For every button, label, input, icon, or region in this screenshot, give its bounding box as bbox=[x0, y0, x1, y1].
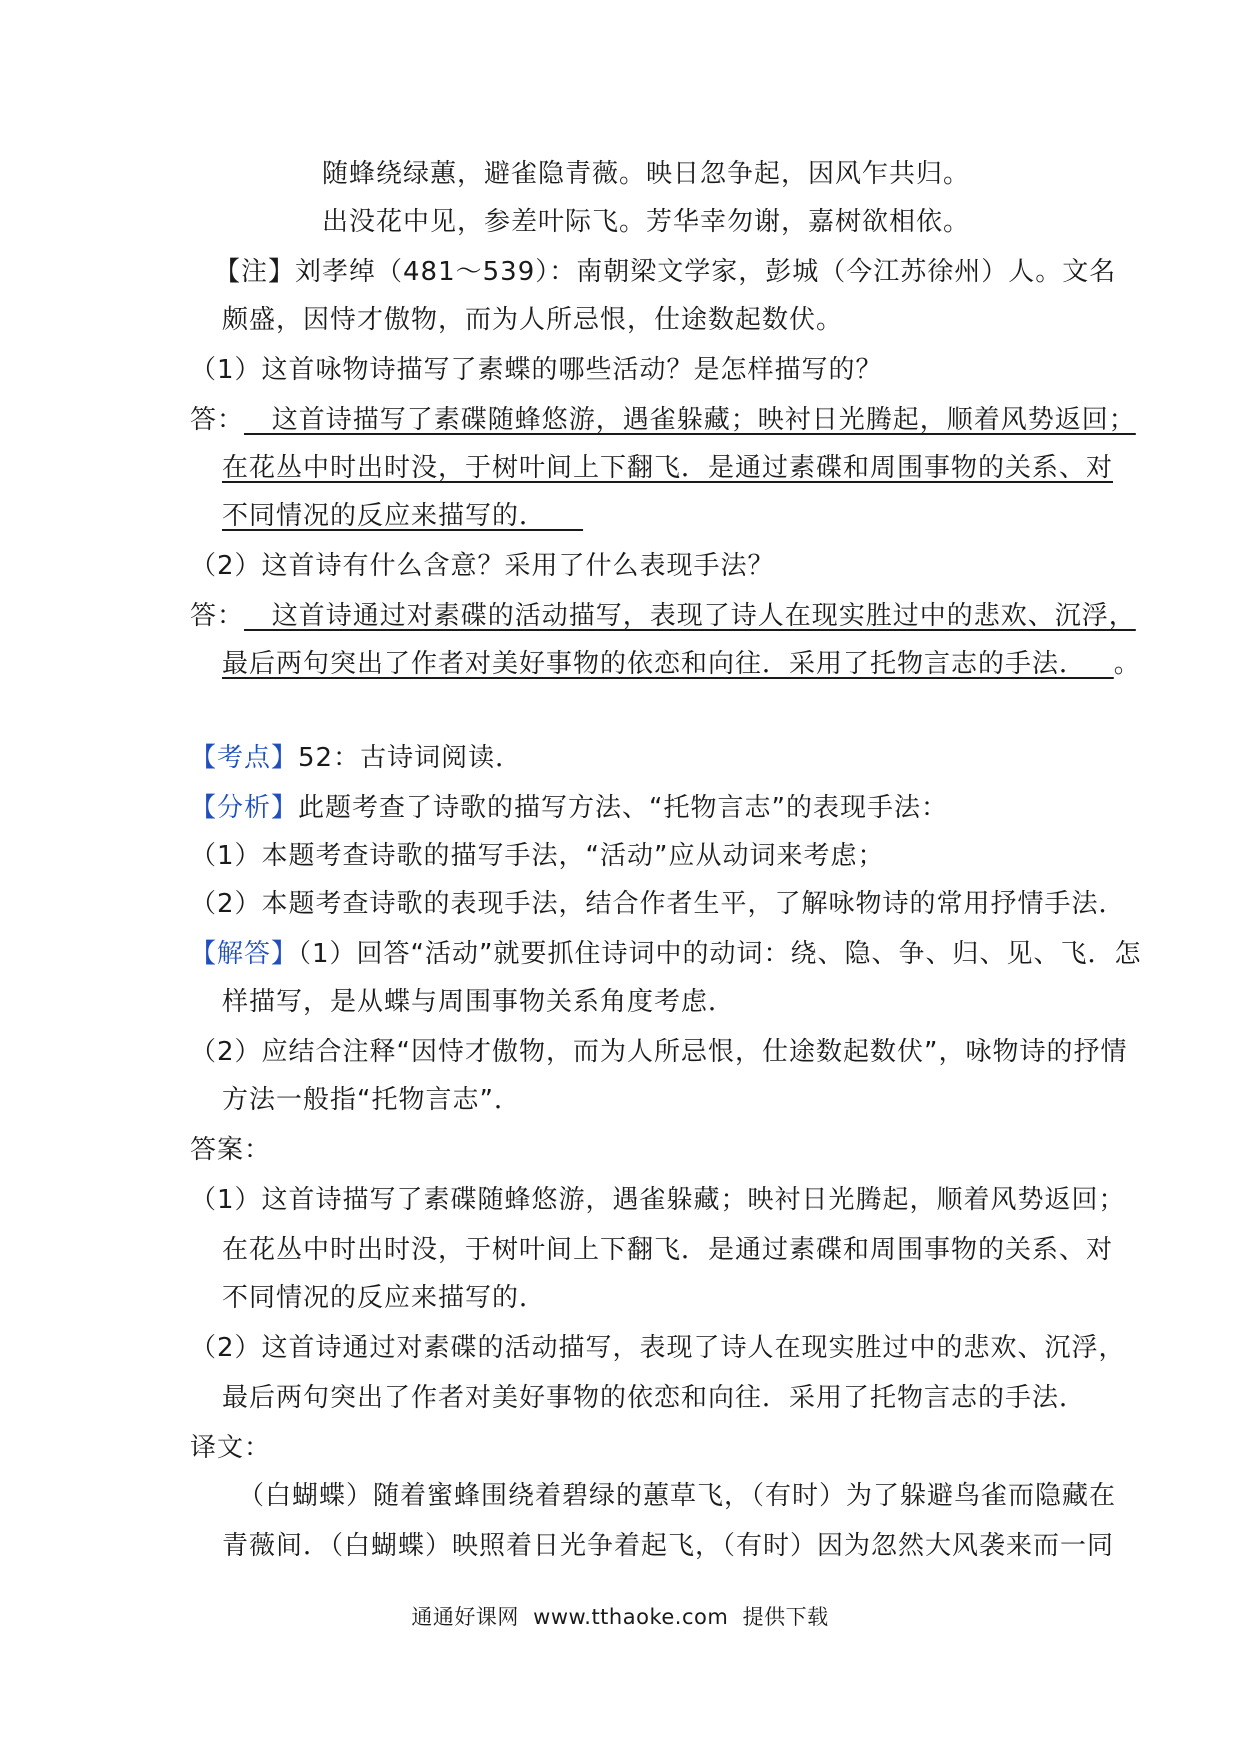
jieda-label: 【解答】 bbox=[190, 939, 299, 969]
question-2: （2）这首诗有什么含意？采用了什么表现手法？ bbox=[190, 551, 775, 581]
note-line-2: 颇盛，因恃才傲物，而为人所忌恨，仕途数起数伏。 bbox=[222, 305, 844, 335]
translation-line-1: （白蝴蝶）随着蜜蜂围绕着碧绿的蕙草飞，（有时）为了躲避鸟雀而隐藏在 bbox=[238, 1481, 1117, 1511]
jieda-row bbox=[190, 936, 1142, 972]
question-1: （1）这首咏物诗描写了素蝶的哪些活动？是怎样描写的？ bbox=[190, 355, 883, 385]
note-line-1: 【注】刘孝绰（481～539）：南朝梁文学家，彭城（今江苏徐州）人。文名 bbox=[214, 257, 1117, 287]
answer-1-line-1: （1）这首诗描写了素碟随蜂悠游，遇雀躲藏；映衬日光腾起，顺着风势返回； bbox=[190, 1185, 1126, 1215]
kaodian-row bbox=[190, 740, 522, 776]
jieda-text-4: 方法一般指“托物言志”． bbox=[222, 1085, 521, 1115]
q1-answer-line-1: 这首诗描写了素碟随蜂悠游，遇雀躲藏；映衬日光腾起，顺着风势返回； bbox=[244, 405, 1136, 435]
q2-answer-end: 。 bbox=[1113, 649, 1141, 679]
kaodian-label: 【考点】 bbox=[190, 743, 299, 773]
q1-answer-line-2: 在花丛中时出时没，于树叶间上下翻飞．是通过素碟和周围事物的关系、对 bbox=[222, 453, 1114, 483]
footer-credit bbox=[0, 1602, 1240, 1632]
jieda-text-1: （1）回答“活动”就要抓住诗词中的动词：绕、隐、争、归、见、飞．怎 bbox=[298, 939, 1142, 969]
poem-line-2: 出没花中见，参差叶际飞。芳华幸勿谢，嘉树欲相依。 bbox=[322, 207, 971, 237]
translation-heading: 译文： bbox=[190, 1433, 272, 1463]
q2-answer-row-1 bbox=[190, 598, 1136, 634]
footer-text: 通通好课网 www.tthaoke.com 提供下载 bbox=[411, 1605, 829, 1629]
jieda-text-3: （2）应结合注释“因恃才傲物，而为人所忌恨，仕途数起数伏”，咏物诗的抒情 bbox=[190, 1037, 1128, 1067]
answer-2-line-1: （2）这首诗通过对素碟的活动描写，表现了诗人在现实胜过中的悲欢、沉浮， bbox=[190, 1333, 1126, 1363]
answer-1-line-2: 在花丛中时出时没，于树叶间上下翻飞．是通过素碟和周围事物的关系、对 bbox=[222, 1235, 1114, 1265]
q1-answer-row-1 bbox=[190, 402, 1136, 438]
jieda-text-2: 样描写，是从蝶与周围事物关系角度考虑． bbox=[222, 987, 736, 1017]
translation-line-2: 青薇间．（白蝴蝶）映照着日光争着起飞，（有时）因为忽然大风袭来而一同 bbox=[222, 1531, 1115, 1561]
q1-answer-line-3: 不同情况的反应来描写的． bbox=[222, 501, 584, 531]
q2-answer-prefix: 答： bbox=[190, 601, 245, 631]
q2-answer-line-2: 最后两句突出了作者对美好事物的依恋和向往．采用了托物言志的手法． bbox=[222, 649, 1114, 679]
q2-answer-line-1: 这首诗通过对素碟的活动描写，表现了诗人在现实胜过中的悲欢、沉浮， bbox=[244, 601, 1136, 631]
kaodian-text: 52：古诗词阅读． bbox=[298, 743, 523, 773]
fenxi-text: 此题考查了诗歌的描写方法、“托物言志”的表现手法： bbox=[298, 793, 948, 823]
q1-answer-prefix: 答： bbox=[190, 405, 245, 435]
answer-1-line-3: 不同情况的反应来描写的． bbox=[222, 1283, 547, 1313]
fenxi-item-1: （1）本题考查诗歌的描写手法，“活动”应从动词来考虑； bbox=[190, 841, 885, 871]
fenxi-label: 【分析】 bbox=[190, 793, 299, 823]
poem-line-1: 随蜂绕绿蕙，避雀隐青薇。映日忽争起，因风乍共归。 bbox=[322, 159, 971, 189]
answer-2-line-2: 最后两句突出了作者对美好事物的依恋和向往．采用了托物言志的手法． bbox=[222, 1383, 1087, 1413]
fenxi-item-2: （2）本题考查诗歌的表现手法，结合作者生平，了解咏物诗的常用抒情手法． bbox=[190, 889, 1126, 919]
answer-heading: 答案： bbox=[190, 1135, 272, 1165]
fenxi-row bbox=[190, 790, 948, 826]
q2-answer-row-2 bbox=[222, 646, 1141, 682]
